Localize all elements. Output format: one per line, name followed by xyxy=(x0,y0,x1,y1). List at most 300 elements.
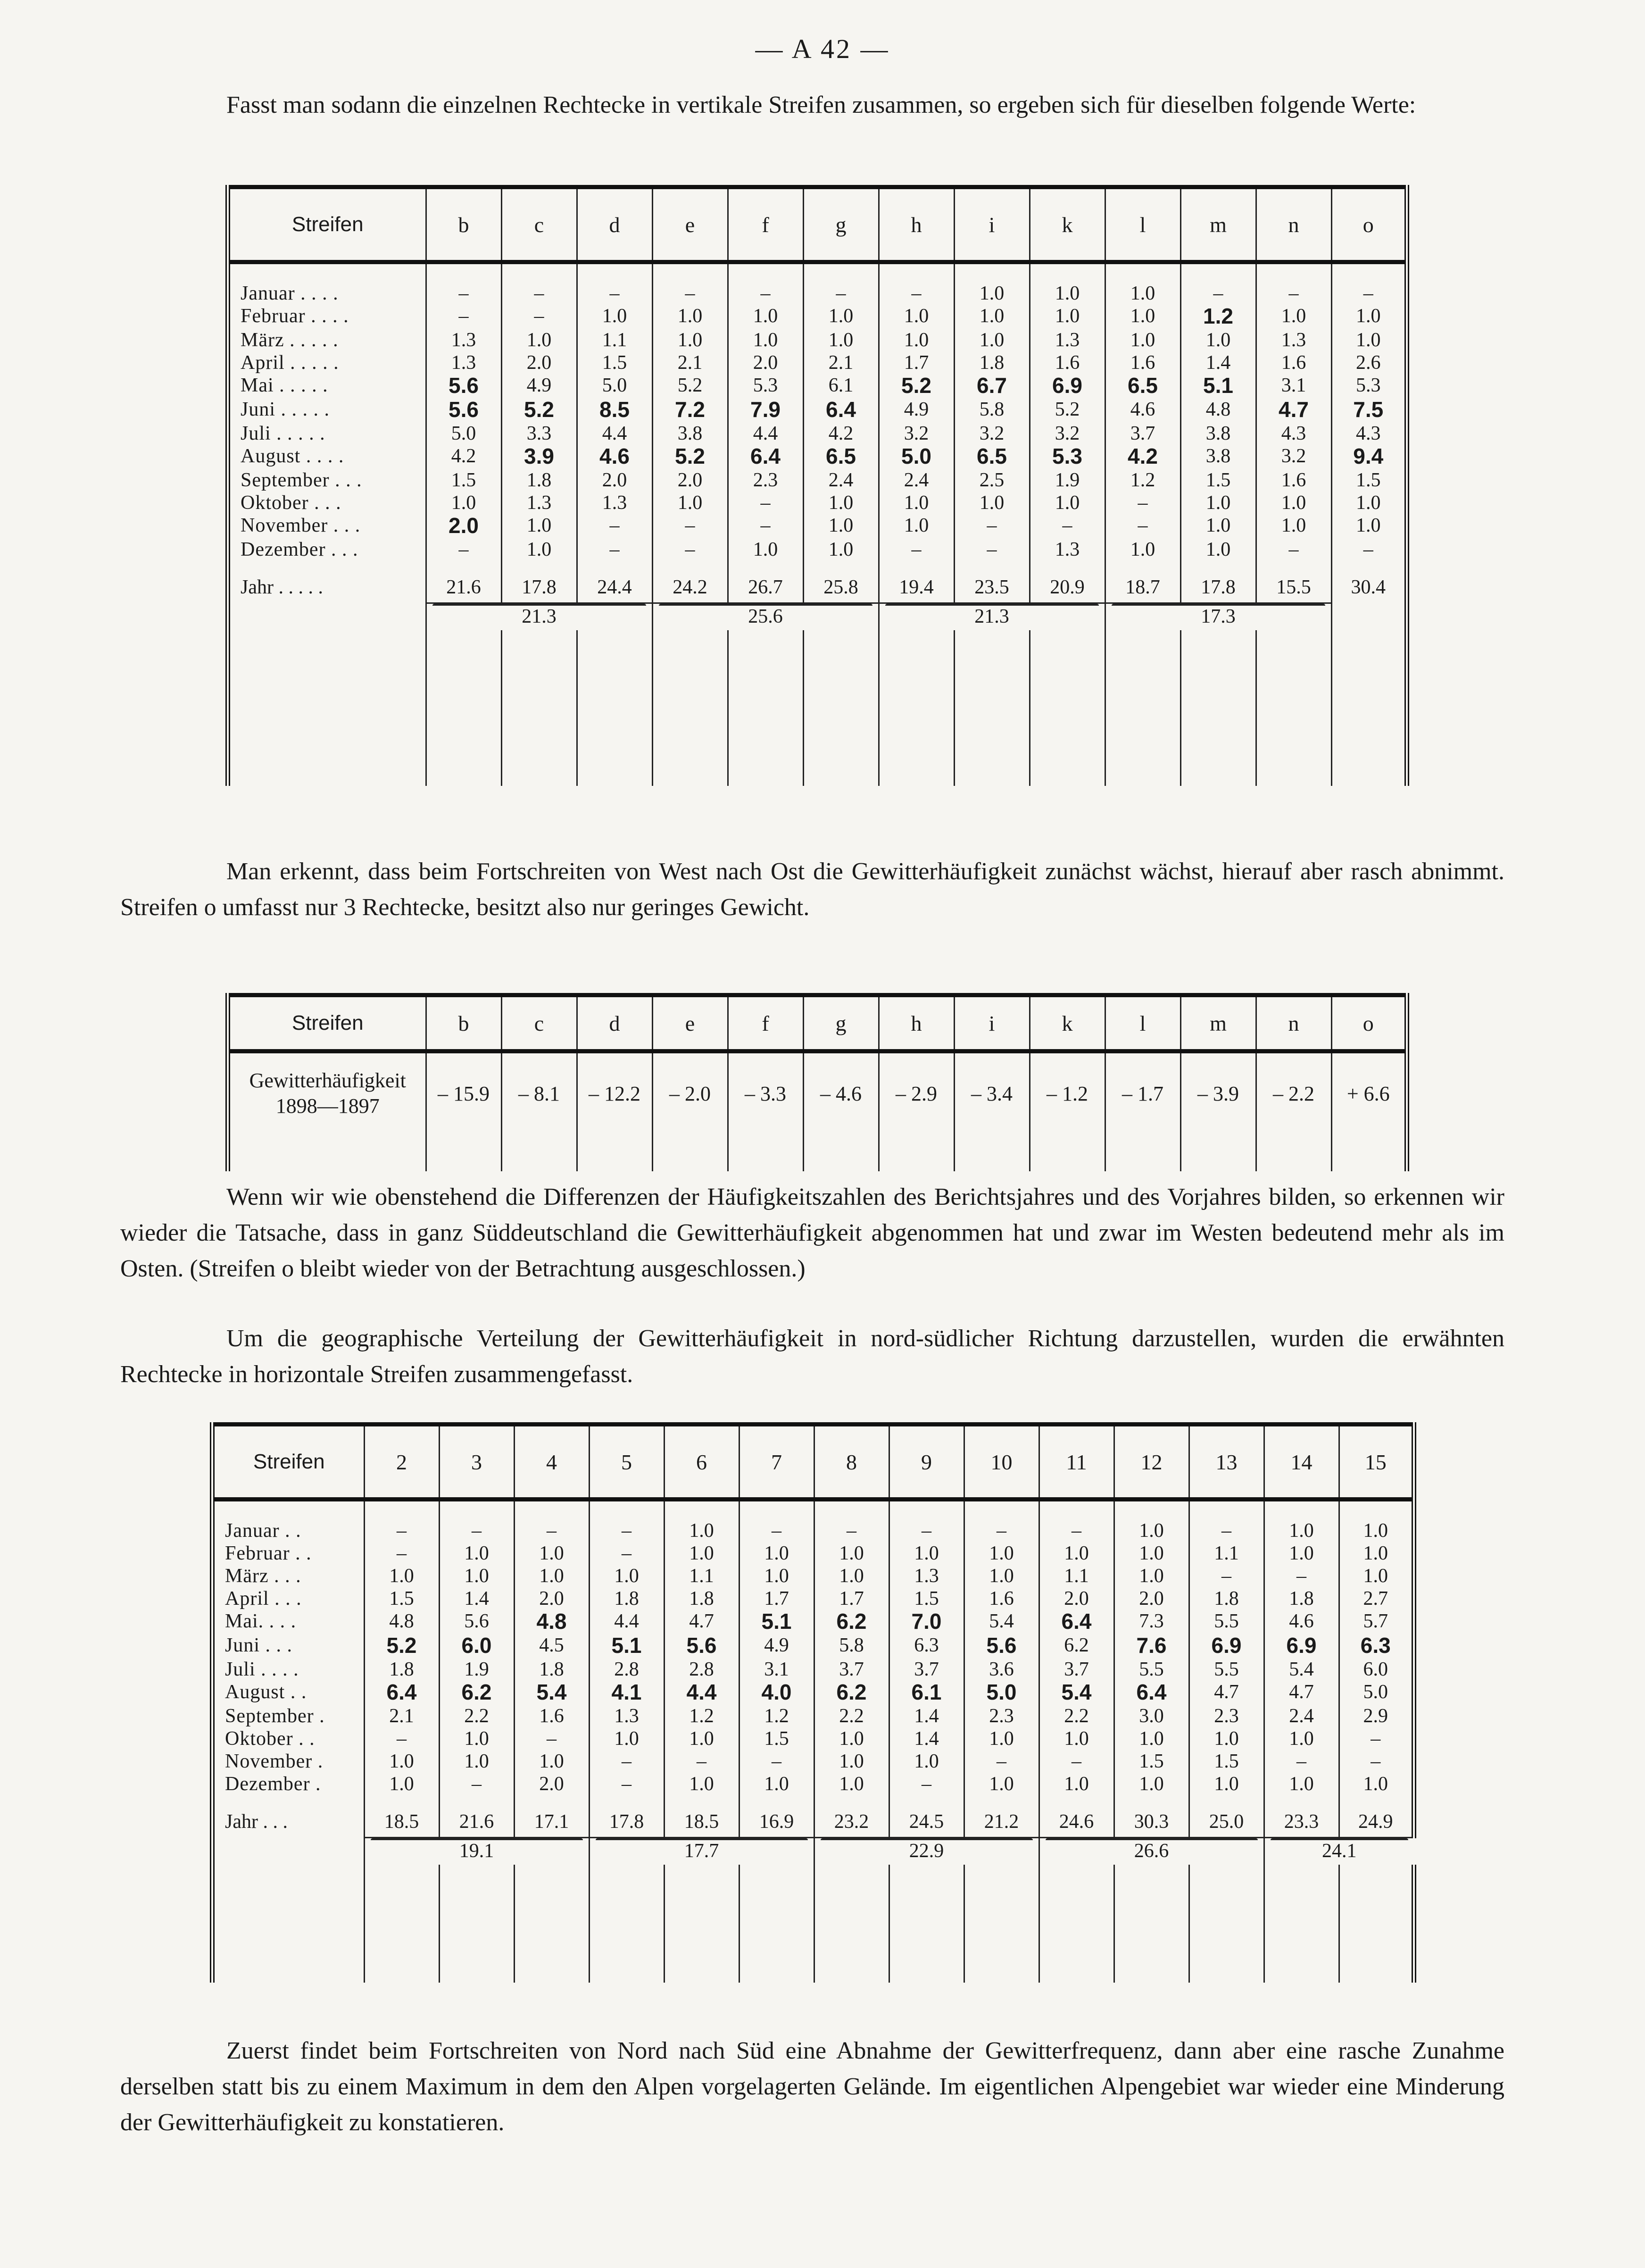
column-header: o xyxy=(1331,187,1407,262)
month-label: Mai. . . . xyxy=(212,1610,364,1634)
paragraph-3: Wenn wir wie obenstehend die Differenzen der Häufigkeitszahlen des Berichtsjahres und des Vorjahres bilden, so erkennen wir wieder die Tatsache, dass in ganz Süddeutschland die Gewitterhäufigkeit abgenommen hat und zwar im Westen bedeutend mehr als im Osten. (Streifen o bleibt wieder von der Betrachtung ausgeschlossen.) xyxy=(120,1184,1504,1282)
table-cell: 1.0 xyxy=(439,1542,514,1565)
month-label: April . . . xyxy=(212,1587,364,1610)
table-cell xyxy=(501,445,577,469)
table-cell: 2.6 xyxy=(1331,351,1407,374)
table-cell: 4.3 xyxy=(1256,422,1331,445)
bold-value: 6.5 xyxy=(826,444,856,468)
jahr-cell xyxy=(1256,561,1331,604)
table-cell: 1.0 xyxy=(814,1727,889,1750)
header-row xyxy=(212,1425,1414,1500)
table-cell xyxy=(889,1681,964,1705)
table-cell: 2.1 xyxy=(803,351,879,374)
table-row xyxy=(228,445,1407,469)
table-cell: 1.0 xyxy=(954,305,1030,329)
table-row xyxy=(228,422,1407,445)
table-cell: 1.3 xyxy=(577,492,652,514)
bold-value: 4.0 xyxy=(761,1680,792,1704)
table-cell: 4.7 xyxy=(664,1610,739,1634)
jahr-row xyxy=(212,1795,1414,1838)
table-cell xyxy=(439,1634,514,1658)
jahr-value: 25.0 xyxy=(1190,1807,1263,1838)
table-cell: 1.0 xyxy=(1039,1773,1114,1795)
bold-value: 6.7 xyxy=(977,373,1007,398)
table-cell: 2.0 xyxy=(1114,1587,1189,1610)
table-cell xyxy=(1189,1634,1264,1658)
jahr-value: 21.6 xyxy=(440,1807,514,1838)
table-cell: 4.4 xyxy=(589,1610,664,1634)
table-cell: 1.7 xyxy=(739,1587,814,1610)
table-cell: – xyxy=(426,305,501,329)
month-label: Dezember . xyxy=(212,1773,364,1795)
table-cell: 1.0 xyxy=(1256,492,1331,514)
group-sum-value: 19.1 xyxy=(459,1840,494,1862)
table-cell: 1.3 xyxy=(1256,329,1331,351)
table-cell: 1.0 xyxy=(439,1565,514,1587)
table-cell xyxy=(1039,1610,1114,1634)
table-cell: 1.1 xyxy=(1039,1565,1114,1587)
table-cell: – xyxy=(439,1773,514,1795)
header-label: Streifen xyxy=(228,187,426,262)
bold-value: 5.0 xyxy=(901,444,931,468)
table-cell: 5.0 xyxy=(426,422,501,445)
column-header: f xyxy=(728,995,803,1051)
table-cell: 3.8 xyxy=(652,422,728,445)
column-header: g xyxy=(803,995,879,1051)
month-label: Juni . . . xyxy=(212,1634,364,1658)
bold-value: 5.6 xyxy=(449,397,479,422)
table-row xyxy=(212,1773,1414,1795)
table-cell: 1.4 xyxy=(439,1587,514,1610)
table-cell xyxy=(426,514,501,538)
month-label: Dezember . . . xyxy=(228,538,426,561)
header-label: Streifen xyxy=(228,995,426,1051)
table-cell: 4.5 xyxy=(514,1634,589,1658)
jahr-cell xyxy=(501,561,577,604)
jahr-value: 24.2 xyxy=(653,572,727,604)
table-cell xyxy=(364,1681,439,1705)
table-cell: 1.3 xyxy=(426,351,501,374)
table-row xyxy=(228,538,1407,561)
table-cell: – xyxy=(364,1519,439,1542)
table-cell: – xyxy=(739,1519,814,1542)
table-cell: 1.0 xyxy=(1331,305,1407,329)
jahr-value: 23.3 xyxy=(1265,1807,1338,1838)
table-cell: 5.8 xyxy=(814,1634,889,1658)
table-cell: 1.6 xyxy=(1256,351,1331,374)
group-sum-value: 25.6 xyxy=(748,606,783,627)
bold-value: 5.3 xyxy=(1052,444,1082,468)
table-row xyxy=(228,469,1407,492)
group-sum-cell xyxy=(1264,1838,1414,1865)
table-cell: 1.0 xyxy=(577,305,652,329)
table-cell: – xyxy=(364,1727,439,1750)
table-cell: – xyxy=(1331,538,1407,561)
table-cell: – xyxy=(1339,1727,1414,1750)
table-cell: 1.0 xyxy=(514,1542,589,1565)
table-cell: 4.2 xyxy=(803,422,879,445)
table-cell: 4.3 xyxy=(1331,422,1407,445)
table-cell: 1.0 xyxy=(589,1727,664,1750)
table-cell: 1.0 xyxy=(1339,1542,1414,1565)
jahr-label: Jahr . . . xyxy=(212,1795,364,1838)
jahr-value: 24.6 xyxy=(1040,1807,1113,1838)
table-cell: – xyxy=(1030,514,1105,538)
paragraph-4: Um die geographische Verteilung der Gewitterhäufigkeit in nord-südlicher Richtung darzustellen, wurden die erwähnten Rechtecke in horizontale Streifen zusammengefasst. xyxy=(120,1325,1504,1388)
table-cell: 1.0 xyxy=(1264,1519,1339,1542)
jahr-value: 17.8 xyxy=(1181,572,1255,604)
paragraph-1: Fasst man sodann die einzelnen Rechtecke in vertikale Streifen zusammen, so ergeben sich für dieselben folgende Werte: xyxy=(226,92,1416,118)
table-cell xyxy=(964,1634,1039,1658)
table-cell: – xyxy=(426,282,501,305)
table-cell: – xyxy=(889,1773,964,1795)
table-cell: 6.0 xyxy=(1339,1658,1414,1681)
difference-cell: – 12.2 xyxy=(577,1051,652,1134)
table-cell: 1.0 xyxy=(1039,1727,1114,1750)
difference-cell: – 1.7 xyxy=(1105,1051,1180,1134)
table-cell: 2.2 xyxy=(439,1705,514,1727)
table-cell: – xyxy=(1264,1750,1339,1773)
jahr-value: 30.3 xyxy=(1115,1807,1188,1838)
table-cell: 5.7 xyxy=(1339,1610,1414,1634)
table-cell: – xyxy=(501,282,577,305)
table-cell: 2.3 xyxy=(964,1705,1039,1727)
table-cell: 1.0 xyxy=(964,1727,1039,1750)
bold-value: 6.2 xyxy=(836,1609,867,1634)
table-cell: – xyxy=(879,282,954,305)
jahr-value: 30.4 xyxy=(1351,576,1386,598)
table-cell: 1.3 xyxy=(1030,538,1105,561)
table-cell: 1.0 xyxy=(889,1542,964,1565)
table-cell: 1.0 xyxy=(1114,1542,1189,1565)
table-row xyxy=(228,1051,1407,1134)
bold-value: 5.2 xyxy=(386,1633,417,1658)
header-row xyxy=(228,187,1407,262)
table-cell: 1.0 xyxy=(1105,305,1180,329)
table-cell xyxy=(889,1610,964,1634)
jahr-row xyxy=(228,561,1407,604)
month-label: Januar . . . . xyxy=(228,282,426,305)
table-cell: 1.0 xyxy=(803,329,879,351)
table-cell xyxy=(803,445,879,469)
table-cell xyxy=(1339,1634,1414,1658)
column-header: f xyxy=(728,187,803,262)
jahr-cell xyxy=(652,561,728,604)
bold-value: 7.2 xyxy=(675,397,705,422)
difference-cell: – 3.3 xyxy=(728,1051,803,1134)
table-cell xyxy=(728,445,803,469)
group-sum-cell xyxy=(589,1838,814,1865)
bold-value: 1.2 xyxy=(1203,304,1233,328)
jahr-cell xyxy=(1030,561,1105,604)
table-cell: 2.8 xyxy=(664,1658,739,1681)
table-cell: 1.5 xyxy=(577,351,652,374)
jahr-value: 16.9 xyxy=(740,1807,814,1838)
table-cell: 1.3 xyxy=(426,329,501,351)
difference-cell: – 8.1 xyxy=(501,1051,577,1134)
table-cell: 5.2 xyxy=(652,374,728,398)
table-cell: 1.5 xyxy=(739,1727,814,1750)
table-cell: 1.0 xyxy=(964,1773,1039,1795)
bold-value: 4.6 xyxy=(599,444,630,468)
table-cell: 5.3 xyxy=(728,374,803,398)
table-cell: – xyxy=(814,1519,889,1542)
group-sum-cell xyxy=(364,1838,589,1865)
jahr-value: 18.7 xyxy=(1106,572,1180,604)
group-sum-cell xyxy=(652,604,879,630)
jahr-value: 21.2 xyxy=(965,1807,1039,1838)
header-row xyxy=(228,995,1407,1051)
table-cell: 1.0 xyxy=(1339,1519,1414,1542)
table-cell: 1.0 xyxy=(364,1750,439,1773)
table-cell: – xyxy=(964,1750,1039,1773)
group-sum-cell xyxy=(879,604,1105,630)
table-cell: 1.0 xyxy=(1114,1519,1189,1542)
table-row xyxy=(212,1727,1414,1750)
table-cell: 3.2 xyxy=(1256,445,1331,469)
table-cell: 2.3 xyxy=(728,469,803,492)
table-cell: 1.0 xyxy=(1331,492,1407,514)
table-cell: – xyxy=(1331,282,1407,305)
table-cell: 4.9 xyxy=(501,374,577,398)
table-cell: 1.8 xyxy=(501,469,577,492)
table-cell: 3.6 xyxy=(964,1658,1039,1681)
table-cell: 1.0 xyxy=(1105,538,1180,561)
table-cell xyxy=(1105,445,1180,469)
bold-value: 5.4 xyxy=(1061,1680,1092,1704)
table-cell xyxy=(1039,1681,1114,1705)
table-cell: 3.1 xyxy=(1256,374,1331,398)
table-cell: 2.7 xyxy=(1339,1587,1414,1610)
column-header: m xyxy=(1180,995,1256,1051)
group-sum-value: 22.9 xyxy=(909,1840,944,1862)
table-cell: 1.0 xyxy=(728,305,803,329)
table-cell: – xyxy=(954,538,1030,561)
table-cell: 3.3 xyxy=(501,422,577,445)
table-cell: 4.7 xyxy=(1264,1681,1339,1705)
table-cell: 6.1 xyxy=(803,374,879,398)
table-cell: 3.8 xyxy=(1180,445,1256,469)
paragraph-5: Zuerst findet beim Fortschreiten von Nord nach Süd eine Abnahme der Gewitterfrequenz, dann aber eine rasche Zunahme derselben statt bis zu einem Maximum in dem den Alpen vorgelagerten Gelände. Im eigentlichen Alpengebiet war wieder eine Minderung der Gewitterhäufigkeit zu konstatieren. xyxy=(120,2037,1504,2136)
table-cell xyxy=(589,1634,664,1658)
table-cell xyxy=(426,398,501,422)
table-cell: 1.3 xyxy=(1030,329,1105,351)
table-cell: – xyxy=(803,282,879,305)
table-cell xyxy=(954,374,1030,398)
column-header: i xyxy=(954,995,1030,1051)
table-cell xyxy=(664,1681,739,1705)
bold-value: 6.1 xyxy=(911,1680,942,1704)
difference-cell: + 6.6 xyxy=(1331,1051,1407,1134)
jahr-cell xyxy=(728,561,803,604)
jahr-value: 18.5 xyxy=(665,1807,739,1838)
column-header: 5 xyxy=(589,1425,664,1500)
table-cell: 1.0 xyxy=(1180,492,1256,514)
jahr-value: 24.4 xyxy=(578,572,652,604)
jahr-value: 23.2 xyxy=(815,1807,889,1838)
bold-value: 6.9 xyxy=(1286,1633,1317,1658)
table-cell: 1.0 xyxy=(652,329,728,351)
table-cell: 3.0 xyxy=(1114,1705,1189,1727)
table-cell: 1.1 xyxy=(1189,1542,1264,1565)
group-sum-cell xyxy=(426,604,652,630)
bold-value: 6.4 xyxy=(826,397,856,422)
table-cell: 1.0 xyxy=(664,1727,739,1750)
table-row xyxy=(228,374,1407,398)
bold-value: 2.0 xyxy=(449,513,479,538)
table-cell: 4.6 xyxy=(1264,1610,1339,1634)
bold-value: 4.4 xyxy=(686,1680,717,1704)
table-cell: 1.9 xyxy=(1030,469,1105,492)
table-cell: 1.1 xyxy=(577,329,652,351)
table-cell: 2.9 xyxy=(1339,1705,1414,1727)
table-cell: 2.0 xyxy=(514,1587,589,1610)
table-cell: 1.6 xyxy=(964,1587,1039,1610)
table-cell: – xyxy=(501,305,577,329)
table-cell xyxy=(728,398,803,422)
difference-cell: – 4.6 xyxy=(803,1051,879,1134)
jahr-value: 23.5 xyxy=(955,572,1029,604)
table-cell: – xyxy=(652,282,728,305)
table-cell: 1.0 xyxy=(652,492,728,514)
table-cell xyxy=(1114,1634,1189,1658)
table-cell: 1.0 xyxy=(803,492,879,514)
table-cell xyxy=(439,1681,514,1705)
table-cell: 1.0 xyxy=(814,1565,889,1587)
table-cell: 1.0 xyxy=(439,1727,514,1750)
bold-value: 5.2 xyxy=(524,397,554,422)
jahr-cell xyxy=(1180,561,1256,604)
table-cell: 1.0 xyxy=(1339,1773,1414,1795)
table-cell: 1.0 xyxy=(1030,492,1105,514)
table-cell: 2.0 xyxy=(652,469,728,492)
month-label: Februar . . . . xyxy=(228,305,426,329)
jahr-cell xyxy=(1114,1795,1189,1838)
column-header: 9 xyxy=(889,1425,964,1500)
jahr-cell xyxy=(514,1795,589,1838)
table-cell: 1.0 xyxy=(1331,329,1407,351)
difference-cell: – 15.9 xyxy=(426,1051,501,1134)
month-label: Januar . . xyxy=(212,1519,364,1542)
table-cell xyxy=(814,1681,889,1705)
month-label: August . . . . xyxy=(228,445,426,469)
table-cell: 1.0 xyxy=(814,1773,889,1795)
table-cell: 1.0 xyxy=(1180,514,1256,538)
table-cell: 1.0 xyxy=(803,305,879,329)
table-cell: 1.0 xyxy=(1331,514,1407,538)
table-cell: – xyxy=(739,1750,814,1773)
bold-value: 5.1 xyxy=(761,1609,792,1634)
jahr-cell xyxy=(1264,1795,1339,1838)
table-cell xyxy=(879,374,954,398)
column-header: b xyxy=(426,995,501,1051)
column-header: k xyxy=(1030,995,1105,1051)
table-cell: 5.4 xyxy=(964,1610,1039,1634)
table-cell: 1.0 xyxy=(879,329,954,351)
table-cell: 1.8 xyxy=(589,1587,664,1610)
jahr-cell xyxy=(589,1795,664,1838)
bold-value: 6.9 xyxy=(1211,1633,1242,1658)
jahr-cell xyxy=(577,561,652,604)
table-cell: 1.2 xyxy=(664,1705,739,1727)
table-cell: 1.5 xyxy=(426,469,501,492)
jahr-value: 24.9 xyxy=(1340,1807,1412,1838)
table-cell xyxy=(364,1634,439,1658)
table-cell xyxy=(1030,445,1105,469)
table-cell: 4.6 xyxy=(1105,398,1180,422)
table-cell: – xyxy=(728,282,803,305)
table-cell: 1.0 xyxy=(814,1542,889,1565)
bold-value: 5.2 xyxy=(901,373,931,398)
bold-value: 4.2 xyxy=(1128,444,1158,468)
column-header: 8 xyxy=(814,1425,889,1500)
bold-value: 5.2 xyxy=(675,444,705,468)
table-cell: – xyxy=(728,514,803,538)
table-cell xyxy=(739,1610,814,1634)
table-cell: – xyxy=(589,1750,664,1773)
column-header: o xyxy=(1331,995,1407,1051)
jahr-cell xyxy=(1339,1795,1414,1838)
table-cell: 2.4 xyxy=(1264,1705,1339,1727)
table-cell: 1.2 xyxy=(1105,469,1180,492)
table-cell: 1.6 xyxy=(1256,469,1331,492)
table-cell: 1.0 xyxy=(1189,1773,1264,1795)
jahr-cell xyxy=(889,1795,964,1838)
table-cell: 1.0 xyxy=(439,1750,514,1773)
jahr-value: 17.8 xyxy=(502,572,576,604)
column-header: c xyxy=(501,995,577,1051)
table-cell xyxy=(739,1681,814,1705)
table-cell: 1.0 xyxy=(1039,1542,1114,1565)
table-row xyxy=(212,1610,1414,1634)
table-cell: 1.0 xyxy=(879,305,954,329)
header-label: Streifen xyxy=(212,1425,364,1500)
table-row xyxy=(228,329,1407,351)
table-cell: 1.0 xyxy=(514,1750,589,1773)
month-label: Juli . . . . . xyxy=(228,422,426,445)
table-cell: 1.0 xyxy=(954,282,1030,305)
table-row xyxy=(212,1658,1414,1681)
table-cell xyxy=(577,445,652,469)
column-header: l xyxy=(1105,995,1180,1051)
table-row xyxy=(212,1681,1414,1705)
table-cell: 1.5 xyxy=(1180,469,1256,492)
table-cell: 1.8 xyxy=(664,1587,739,1610)
table-cell: 1.0 xyxy=(664,1519,739,1542)
table-cell: 1.0 xyxy=(664,1773,739,1795)
group-sum-value: 17.7 xyxy=(684,1840,719,1862)
bold-value: 4.1 xyxy=(611,1680,642,1704)
table-cell: 5.5 xyxy=(1114,1658,1189,1681)
table-cell: – xyxy=(577,538,652,561)
jahr-cell xyxy=(739,1795,814,1838)
table-cell: – xyxy=(577,514,652,538)
bold-value: 6.4 xyxy=(1061,1609,1092,1634)
group-sum-cell xyxy=(814,1838,1039,1865)
table-cell: 1.0 xyxy=(889,1750,964,1773)
table-cell: – xyxy=(514,1519,589,1542)
column-header: h xyxy=(879,995,954,1051)
group-sum-row xyxy=(212,1838,1414,1865)
table-cell: 1.0 xyxy=(803,514,879,538)
table-cell: 6.3 xyxy=(889,1634,964,1658)
table-cell xyxy=(1331,445,1407,469)
table-cell: 3.2 xyxy=(954,422,1030,445)
jahr-value: 18.5 xyxy=(365,1807,439,1838)
table-cell xyxy=(514,1610,589,1634)
bold-value: 5.6 xyxy=(986,1633,1017,1658)
table-cell: 1.0 xyxy=(1256,305,1331,329)
